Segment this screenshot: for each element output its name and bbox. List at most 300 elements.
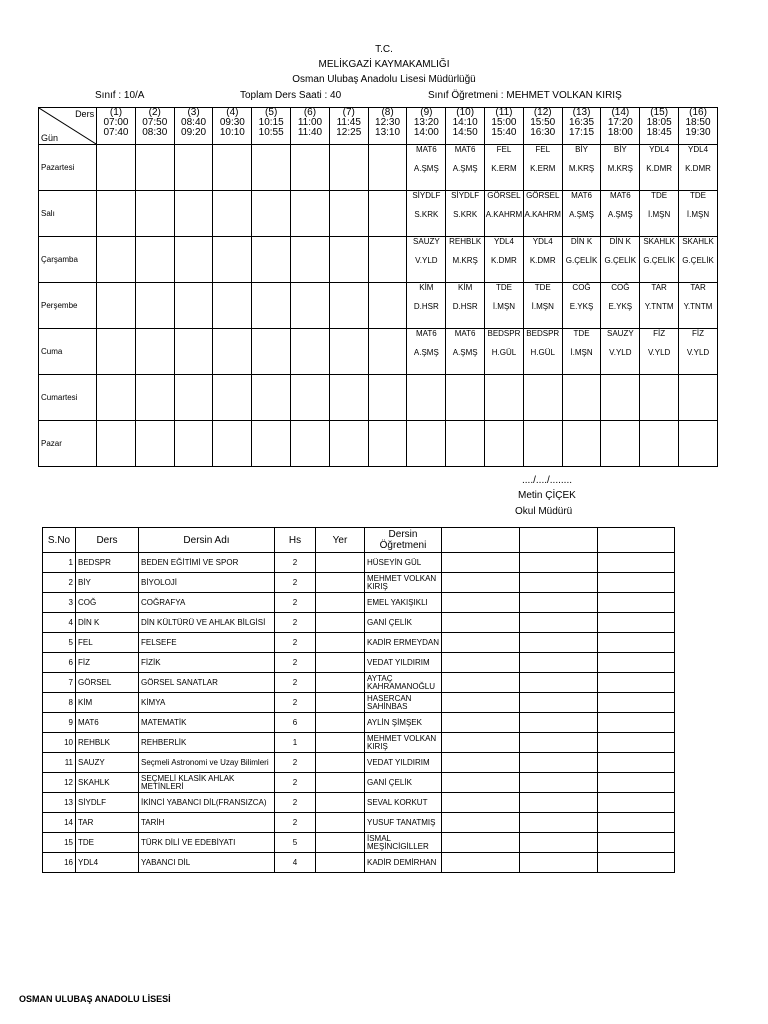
lesson-slot: [135, 191, 174, 237]
period-header: [368, 108, 407, 145]
lesson-place: [316, 693, 365, 713]
slot-teacher-abbr: İ.MŞN: [570, 348, 593, 357]
total-hours-label: Toplam Ders Saati : 40: [240, 90, 342, 101]
period-end: 18:45: [646, 127, 672, 138]
slot-lesson-code: DİN K: [609, 237, 631, 246]
lesson-slot: [640, 329, 679, 375]
slot-teacher-abbr: H.GÜL: [491, 348, 517, 357]
period-end: 18:00: [607, 127, 633, 138]
lesson-hours: 2: [275, 593, 316, 613]
period-header: [523, 108, 562, 145]
lesson-slot: [601, 237, 640, 283]
lesson-hours: 1: [275, 733, 316, 753]
slot-teacher-abbr: D.HSR: [452, 302, 478, 311]
lesson-slot: [679, 329, 718, 375]
lesson-slot: [252, 375, 291, 421]
slot-lesson-code: TDE: [690, 191, 707, 200]
lesson-hours: 2: [275, 633, 316, 653]
lesson-code: MAT6: [76, 713, 139, 733]
period-no: (13): [572, 107, 591, 118]
lesson-slot: [523, 191, 562, 237]
lesson-hours: 2: [275, 693, 316, 713]
lesson-slot: [407, 329, 446, 375]
slot-teacher-abbr: İ.MŞN: [531, 302, 554, 311]
period-header: [485, 108, 524, 145]
lesson-code: FEL: [76, 633, 139, 653]
period-header: [97, 108, 136, 145]
lesson-row: [43, 653, 675, 673]
period-no: (9): [420, 107, 433, 118]
lesson-hours: 6: [275, 713, 316, 733]
slot-lesson-code: FEL: [496, 145, 512, 154]
lesson-slot: [407, 375, 446, 421]
header-school: Osman Ulubaş Anadolu Lisesi Müdürlüğü: [292, 74, 476, 85]
lesson-slot: [252, 191, 291, 237]
lesson-slot: [97, 191, 136, 237]
slot-lesson-code: COĞ: [572, 283, 591, 292]
lesson-slot: [368, 191, 407, 237]
lesson-slot: [640, 375, 679, 421]
lesson-slot: [368, 145, 407, 191]
lesson-slot: [174, 375, 213, 421]
col-header-adi: Dersin Adı: [139, 528, 275, 553]
lesson-name: TARİH: [139, 813, 275, 833]
class-label: Sınıf : 10/A: [95, 90, 145, 101]
period-start: 07:00: [103, 117, 129, 128]
lesson-slot: [562, 329, 601, 375]
lesson-name: GÖRSEL SANATLAR: [139, 673, 275, 693]
lesson-slot: [640, 191, 679, 237]
period-start: 18:50: [685, 117, 711, 128]
day-row: [39, 237, 718, 283]
lesson-slot: [407, 237, 446, 283]
slot-teacher-abbr: K.DMR: [685, 164, 711, 173]
lesson-row: [43, 613, 675, 633]
lesson-hours: 2: [275, 613, 316, 633]
slot-teacher-abbr: K.ERM: [530, 164, 556, 173]
slot-lesson-code: FEL: [535, 145, 551, 154]
slot-teacher-abbr: A.ŞMŞ: [413, 164, 439, 173]
lesson-extra: [520, 633, 598, 653]
lesson-extra: [598, 573, 675, 593]
day-name: Pazar: [39, 421, 97, 467]
period-no: (4): [226, 107, 239, 118]
lesson-hours: 2: [275, 573, 316, 593]
lesson-slot: [213, 283, 252, 329]
lesson-slot: [562, 145, 601, 191]
slot-teacher-abbr: A.ŞMŞ: [452, 348, 478, 357]
period-end: 19:30: [685, 127, 711, 138]
period-no: (1): [109, 107, 123, 118]
lesson-extra: [520, 773, 598, 793]
lesson-extra: [442, 553, 520, 573]
lesson-place: [316, 653, 365, 673]
lessons-table: [42, 527, 675, 873]
slot-teacher-abbr: S.KRK: [414, 210, 439, 219]
lesson-name: Seçmeli Astronomi ve Uzay Bilimleri: [139, 753, 275, 773]
lesson-extra: [520, 813, 598, 833]
lesson-slot: [329, 421, 368, 467]
lesson-slot: [291, 283, 330, 329]
slot-teacher-abbr: H.GÜL: [530, 348, 555, 357]
lesson-slot: [562, 283, 601, 329]
period-header: [640, 108, 679, 145]
slot-teacher-abbr: G.ÇELİK: [682, 256, 714, 265]
lesson-no: 2: [43, 573, 76, 593]
slot-lesson-code: TDE: [651, 191, 668, 200]
slot-teacher-abbr: E.YKŞ: [608, 302, 633, 311]
lesson-slot: [446, 283, 485, 329]
period-no: (10): [456, 107, 475, 118]
lesson-row: [43, 813, 675, 833]
lesson-slot: [329, 145, 368, 191]
lesson-extra: [520, 853, 598, 873]
lesson-row: [43, 853, 675, 873]
lesson-code: DİN K: [76, 613, 139, 633]
lesson-code: BEDSPR: [76, 553, 139, 573]
lesson-slot: [97, 145, 136, 191]
lesson-no: 8: [43, 693, 76, 713]
lesson-slot: [291, 329, 330, 375]
lesson-extra: [442, 593, 520, 613]
lesson-teacher: AYLİN ŞİMŞEK: [365, 713, 442, 733]
period-start: 16:35: [569, 117, 595, 128]
lesson-slot: [679, 237, 718, 283]
lesson-place: [316, 673, 365, 693]
lesson-no: 7: [43, 673, 76, 693]
slot-teacher-abbr: D.HSR: [413, 302, 439, 311]
timetable-corner: [39, 108, 97, 145]
period-end: 07:40: [103, 127, 129, 138]
lesson-extra: [442, 753, 520, 773]
lesson-name: BİYOLOJİ: [139, 573, 275, 593]
period-start: 17:20: [607, 117, 633, 128]
slot-teacher-abbr: Y.TNTM: [644, 302, 674, 311]
lesson-slot: [446, 375, 485, 421]
slot-lesson-code: BEDSPR: [487, 329, 521, 338]
lesson-extra: [598, 653, 675, 673]
slot-teacher-abbr: Y.TNTM: [683, 302, 713, 311]
slot-teacher-abbr: E.YKŞ: [569, 302, 594, 311]
lesson-extra: [598, 813, 675, 833]
lesson-slot: [174, 191, 213, 237]
day-name: Salı: [39, 191, 97, 237]
lesson-extra: [442, 853, 520, 873]
lesson-teacher: GANİ ÇELİK: [365, 613, 442, 633]
timetable: [38, 107, 718, 467]
lesson-place: [316, 753, 365, 773]
lesson-code: TDE: [76, 833, 139, 853]
lesson-no: 6: [43, 653, 76, 673]
lesson-teacher: VEDAT YILDIRIM: [365, 753, 442, 773]
lesson-extra: [598, 613, 675, 633]
period-header: [407, 108, 446, 145]
lesson-extra: [598, 853, 675, 873]
lesson-code: SKAHLK: [76, 773, 139, 793]
lesson-name: COĞRAFYA: [139, 593, 275, 613]
lesson-extra: [442, 813, 520, 833]
slot-lesson-code: SKAHLK: [682, 237, 714, 246]
lesson-slot: [135, 375, 174, 421]
lesson-code: KİM: [76, 693, 139, 713]
slot-lesson-code: SKAHLK: [643, 237, 675, 246]
period-no: (12): [533, 107, 552, 118]
slot-teacher-abbr: K.ERM: [491, 164, 517, 173]
lesson-slot: [407, 421, 446, 467]
slot-lesson-code: BİY: [613, 145, 627, 154]
period-start: 13:20: [413, 117, 439, 128]
lesson-name: TÜRK DİLİ VE EDEBİYATI: [139, 833, 275, 853]
slot-lesson-code: MAT6: [454, 329, 476, 338]
lesson-code: TAR: [76, 813, 139, 833]
lesson-extra: [598, 673, 675, 693]
period-end: 15:40: [491, 127, 517, 138]
period-no: (16): [689, 107, 707, 118]
lesson-slot: [562, 191, 601, 237]
lesson-slot: [485, 145, 524, 191]
lesson-hours: 2: [275, 753, 316, 773]
day-row: [39, 191, 718, 237]
lesson-slot: [523, 329, 562, 375]
lesson-no: 11: [43, 753, 76, 773]
day-name: Cumartesi: [39, 375, 97, 421]
slot-teacher-abbr: İ.MŞN: [686, 210, 710, 219]
lesson-slot: [329, 191, 368, 237]
lesson-slot: [446, 145, 485, 191]
day-row: [39, 421, 718, 467]
period-start: 08:40: [181, 117, 207, 128]
lesson-slot: [562, 421, 601, 467]
lesson-teacher: GANİ ÇELİK: [365, 773, 442, 793]
lesson-row: [43, 573, 675, 593]
period-end: 16:30: [530, 127, 556, 138]
slot-teacher-abbr: M.KRŞ: [452, 256, 478, 265]
lesson-code: BİY: [76, 573, 139, 593]
lesson-no: 5: [43, 633, 76, 653]
lesson-place: [316, 813, 365, 833]
lesson-slot: [523, 375, 562, 421]
corner-gun-label: Gün: [41, 133, 59, 143]
slot-lesson-code: KİM: [458, 283, 473, 292]
slot-lesson-code: TAR: [651, 283, 667, 292]
lesson-extra: [442, 833, 520, 853]
lesson-name: MATEMATİK: [139, 713, 275, 733]
lesson-teacher: HASERCAN SAHİNBAS: [365, 693, 442, 713]
slot-teacher-abbr: M.KRŞ: [607, 164, 633, 173]
period-start: 09:30: [219, 117, 245, 128]
slot-lesson-code: SİYDLF: [412, 191, 441, 200]
lesson-slot: [213, 145, 252, 191]
lesson-slot: [135, 237, 174, 283]
period-end: 14:50: [452, 127, 478, 138]
lesson-place: [316, 613, 365, 633]
lesson-extra: [520, 613, 598, 633]
slot-lesson-code: MAT6: [454, 145, 476, 154]
lesson-extra: [520, 713, 598, 733]
lesson-slot: [640, 237, 679, 283]
slot-lesson-code: SAUZY: [607, 329, 634, 338]
lesson-place: [316, 713, 365, 733]
slot-lesson-code: GÖRSEL: [487, 191, 521, 200]
slot-lesson-code: YDL4: [532, 237, 553, 246]
lesson-slot: [601, 421, 640, 467]
lesson-extra: [520, 593, 598, 613]
slot-lesson-code: YDL4: [649, 145, 670, 154]
slot-lesson-code: DİN K: [570, 237, 593, 246]
slot-teacher-abbr: İ.MŞN: [492, 302, 516, 311]
lesson-slot: [485, 237, 524, 283]
signature-date: ..../..../........: [522, 475, 573, 486]
lesson-no: 1: [43, 553, 76, 573]
lesson-slot: [252, 329, 291, 375]
lesson-slot: [601, 145, 640, 191]
slot-teacher-abbr: V.YLD: [647, 348, 671, 357]
slot-lesson-code: KİM: [419, 283, 434, 292]
lesson-extra: [442, 573, 520, 593]
lesson-place: [316, 773, 365, 793]
lesson-no: 3: [43, 593, 76, 613]
period-header: [329, 108, 368, 145]
lesson-no: 14: [43, 813, 76, 833]
col-header-empty: [520, 528, 598, 553]
day-name: Cuma: [39, 329, 97, 375]
signature-name: Metin ÇİÇEK: [518, 490, 576, 501]
lesson-place: [316, 853, 365, 873]
lesson-no: 16: [43, 853, 76, 873]
lesson-teacher: EMEL YAKIŞIKLI: [365, 593, 442, 613]
lesson-slot: [213, 329, 252, 375]
col-header-empty: [442, 528, 520, 553]
lesson-slot: [368, 283, 407, 329]
lesson-slot: [97, 329, 136, 375]
lesson-hours: 2: [275, 553, 316, 573]
period-no: (11): [495, 107, 513, 118]
lesson-place: [316, 633, 365, 653]
lesson-extra: [442, 713, 520, 733]
lesson-extra: [442, 673, 520, 693]
lesson-slot: [291, 421, 330, 467]
lesson-slot: [679, 375, 718, 421]
period-start: 07:50: [142, 117, 168, 128]
period-end: 14:00: [413, 127, 439, 138]
period-no: (2): [148, 107, 161, 118]
header-tc: T.C.: [375, 44, 393, 55]
lesson-place: [316, 553, 365, 573]
lesson-slot: [485, 329, 524, 375]
period-end: 12:25: [336, 127, 362, 138]
lesson-slot: [135, 145, 174, 191]
slot-teacher-abbr: S.KRK: [453, 210, 478, 219]
lesson-extra: [520, 573, 598, 593]
slot-teacher-abbr: A.KAHRM: [485, 210, 523, 219]
period-header: [174, 108, 213, 145]
day-name: Perşembe: [39, 283, 97, 329]
slot-teacher-abbr: K.DMR: [529, 256, 556, 265]
lesson-name: FİZİK: [139, 653, 275, 673]
footer-school-name: OSMAN ULUBAŞ ANADOLU LİSESİ: [19, 994, 171, 1004]
lesson-no: 4: [43, 613, 76, 633]
lesson-hours: 2: [275, 653, 316, 673]
period-start: 10:15: [258, 117, 284, 128]
period-end: 10:10: [219, 127, 245, 138]
lesson-row: [43, 593, 675, 613]
period-start: 11:00: [297, 117, 323, 128]
lesson-slot: [601, 329, 640, 375]
lesson-extra: [598, 693, 675, 713]
day-name: Çarşamba: [39, 237, 97, 283]
lesson-slot: [213, 191, 252, 237]
slot-teacher-abbr: V.YLD: [609, 348, 632, 357]
period-no: (7): [342, 107, 355, 118]
day-row: [39, 283, 718, 329]
slot-teacher-abbr: G.ÇELİK: [565, 256, 598, 265]
lesson-slot: [640, 145, 679, 191]
lesson-hours: 4: [275, 853, 316, 873]
period-no: (15): [650, 107, 669, 118]
lesson-row: [43, 673, 675, 693]
lesson-teacher: SEVAL KORKUT: [365, 793, 442, 813]
lesson-slot: [97, 375, 136, 421]
slot-lesson-code: MAT6: [415, 329, 437, 338]
period-start: 11:45: [336, 117, 361, 128]
lesson-slot: [329, 329, 368, 375]
period-header: [135, 108, 174, 145]
class-teacher-label: Sınıf Öğretmeni : MEHMET VOLKAN KIRIŞ: [428, 90, 622, 101]
lesson-teacher: AYTAÇ KAHRAMANOĞLU: [365, 673, 442, 693]
col-header-hs: Hs: [275, 528, 316, 553]
lesson-extra: [598, 833, 675, 853]
lesson-teacher: VEDAT YILDIRIM: [365, 653, 442, 673]
lesson-slot: [523, 283, 562, 329]
period-no: (5): [265, 107, 278, 118]
day-name: Pazartesi: [39, 145, 97, 191]
lesson-slot: [174, 283, 213, 329]
lesson-extra: [442, 773, 520, 793]
slot-lesson-code: TDE: [573, 329, 590, 338]
lesson-name: KİMYA: [139, 693, 275, 713]
lesson-extra: [520, 793, 598, 813]
col-header-no: S.No: [43, 528, 76, 553]
lesson-slot: [446, 237, 485, 283]
slot-lesson-code: TDE: [534, 283, 551, 292]
lesson-slot: [523, 145, 562, 191]
lesson-slot: [174, 237, 213, 283]
slot-lesson-code: MAT6: [609, 191, 631, 200]
lesson-slot: [446, 329, 485, 375]
slot-lesson-code: TDE: [495, 283, 512, 292]
lesson-no: 12: [43, 773, 76, 793]
lesson-slot: [291, 145, 330, 191]
lesson-slot: [174, 421, 213, 467]
lesson-slot: [213, 375, 252, 421]
lesson-slot: [97, 421, 136, 467]
lesson-row: [43, 833, 675, 853]
lesson-row: [43, 693, 675, 713]
period-no: (14): [611, 107, 630, 118]
lesson-extra: [520, 553, 598, 573]
slot-lesson-code: YDL4: [688, 145, 709, 154]
lesson-slot: [368, 237, 407, 283]
lesson-slot: [213, 237, 252, 283]
slot-lesson-code: FİZ: [692, 329, 705, 338]
lesson-slot: [252, 421, 291, 467]
lesson-teacher: KADİR DEMİRHAN: [365, 853, 442, 873]
period-end: 11:40: [297, 127, 323, 138]
period-header: [213, 108, 252, 145]
lesson-slot: [368, 375, 407, 421]
header-kaymakamlik: MELİKGAZİ KAYMAKAMLIĞI: [318, 59, 450, 70]
lesson-row: [43, 773, 675, 793]
